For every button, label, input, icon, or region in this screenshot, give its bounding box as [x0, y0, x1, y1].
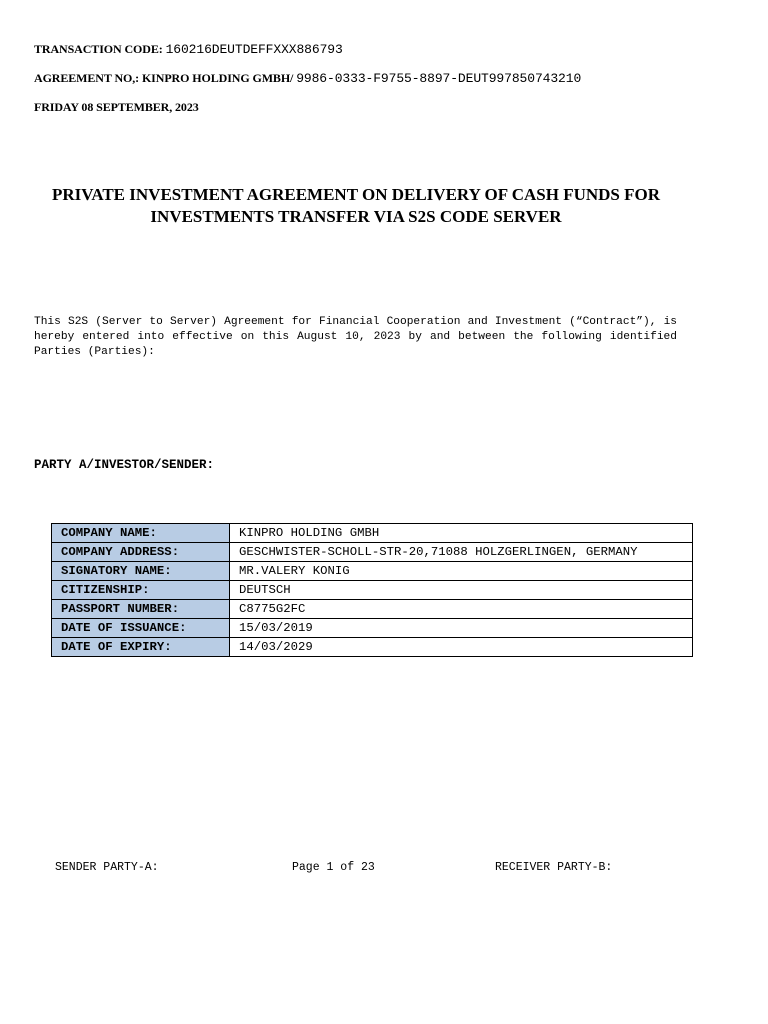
company-name-label: COMPANY NAME: [52, 524, 230, 543]
table-row [52, 562, 693, 581]
party-a-heading: PARTY A/INVESTOR/SENDER: [34, 458, 215, 472]
table-row [52, 543, 693, 562]
transaction-code-line [34, 42, 343, 57]
table-row [52, 581, 693, 600]
signatory-name-label: SIGNATORY NAME: [52, 562, 230, 581]
party-a-details-table [51, 523, 693, 657]
citizenship-value: DEUTSCH [230, 581, 693, 600]
title-line-2: INVESTMENTS TRANSFER VIA S2S CODE SERVER [150, 207, 562, 226]
date-of-expiry-value: 14/03/2029 [230, 638, 693, 657]
title-line-1: PRIVATE INVESTMENT AGREEMENT ON DELIVERY OF CASH FUNDS FOR [51, 185, 661, 204]
intro-paragraph: This S2S (Server to Server) Agreement for Financial Cooperation and Investment (“Contract”), is hereby entered into effective on this August 10, 2023 by and between the following identified Parties (Parties): [34, 316, 677, 358]
agreement-number-label: AGREEMENT NO,: KINPRO HOLDING GMBH/ [34, 71, 294, 85]
company-address-value: GESCHWISTER-SCHOLL-STR-20,71088 HOLZGERLINGEN, GERMANY [230, 543, 693, 562]
signatory-name-value: MR.VALERY KONIG [230, 562, 693, 581]
passport-number-label: PASSPORT NUMBER: [52, 600, 230, 619]
footer-page-number: Page 1 of 23 [292, 861, 375, 874]
document-date: FRIDAY 08 SEPTEMBER, 2023 [34, 100, 199, 114]
agreement-number-value: 9986-0333-F9755-8897-DEUT997850743210 [296, 71, 582, 86]
footer-receiver-party: RECEIVER PARTY-B: [495, 861, 613, 874]
company-address-label: COMPANY ADDRESS: [52, 543, 230, 562]
company-name-value: KINPRO HOLDING GMBH [230, 524, 693, 543]
table-row [52, 638, 693, 657]
transaction-code-label: TRANSACTION CODE: [34, 42, 163, 56]
footer-sender-party: SENDER PARTY-A: [55, 861, 159, 874]
table-row [52, 619, 693, 638]
date-of-expiry-label: DATE OF EXPIRY: [52, 638, 230, 657]
transaction-code-value: 160216DEUTDEFFXXX886793 [165, 42, 343, 57]
table-row [52, 524, 693, 543]
date-of-issuance-value: 15/03/2019 [230, 619, 693, 638]
passport-number-value: C8775G2FC [230, 600, 693, 619]
agreement-number-line [34, 71, 581, 86]
date-of-issuance-label: DATE OF ISSUANCE: [52, 619, 230, 638]
table-row [52, 600, 693, 619]
document-title [30, 184, 682, 228]
citizenship-label: CITIZENSHIP: [52, 581, 230, 600]
